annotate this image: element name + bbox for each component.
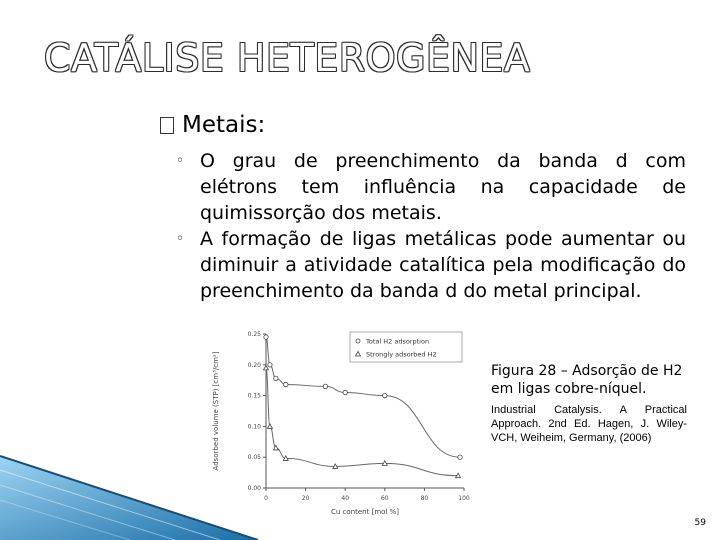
y-tick-label: 0.05 bbox=[247, 454, 261, 462]
total-h2-point bbox=[323, 384, 327, 388]
total-h2-point bbox=[268, 363, 272, 367]
y-tick-label: 0.25 bbox=[247, 331, 261, 338]
total-h2-point bbox=[284, 382, 288, 386]
bullet-text: A formação de ligas metálicas pode aumentar ou diminuir a atividade catalítica pela modificação do preenchimento da banda d do metal principal. bbox=[200, 228, 686, 302]
total-h2-point bbox=[343, 390, 347, 394]
y-tick-label: 0.15 bbox=[247, 392, 261, 400]
total-h2-point bbox=[458, 455, 462, 459]
y-tick-label: 0.00 bbox=[247, 485, 261, 492]
ring-bullet-icon: ◦ bbox=[176, 153, 185, 169]
page-number: 59 bbox=[694, 518, 706, 528]
adsorption-figure bbox=[206, 322, 478, 518]
legend-label: Strongly adsorbed H2 bbox=[366, 350, 437, 359]
total-h2-point bbox=[264, 335, 268, 339]
x-tick-label: 60 bbox=[380, 495, 389, 502]
x-tick-label: 0 bbox=[264, 495, 268, 502]
x-tick-label: 20 bbox=[301, 495, 310, 502]
section-label: Metais: bbox=[182, 112, 266, 138]
x-axis-label: Cu content [mol %] bbox=[331, 508, 399, 516]
y-axis-label: Adsorbed volume (STP) [cm³/cm²] bbox=[212, 351, 220, 471]
y-tick-label: 0.20 bbox=[247, 361, 261, 369]
bullet-text: O grau de preenchimento da banda d com elétrons tem influência na capacidade de quimissorção dos metais. bbox=[200, 150, 686, 224]
checkbox-bullet-icon bbox=[160, 117, 174, 134]
legend-label: Total H2 adsorption bbox=[366, 337, 430, 346]
total-h2-point bbox=[274, 376, 278, 380]
figure-reference: Industrial Catalysis. A Practical Approach. 2nd Ed. Hagen, J. Wiley-VCH, Weiheim, Germany, (2006) bbox=[491, 404, 687, 444]
strong-h2-point bbox=[273, 445, 278, 450]
adsorption-chart bbox=[206, 322, 478, 518]
bullet-item bbox=[172, 148, 686, 226]
bullet-item bbox=[172, 226, 686, 304]
slide-title: CATÁLISE HETEROGÊNEA bbox=[44, 36, 531, 80]
y-tick-label: 0.10 bbox=[247, 423, 261, 431]
ring-bullet-icon: ◦ bbox=[176, 231, 185, 247]
legend-marker-total bbox=[356, 339, 360, 343]
x-tick-label: 40 bbox=[341, 495, 350, 502]
strong-h2-line bbox=[266, 368, 458, 476]
total-h2-point bbox=[383, 393, 387, 397]
x-tick-label: 80 bbox=[420, 495, 429, 502]
section-heading bbox=[160, 112, 265, 138]
bullet-list bbox=[172, 148, 686, 304]
figure-caption: Figura 28 – Adsorção de H2 em ligas cobre-níquel. bbox=[491, 363, 683, 397]
x-tick-label: 100 bbox=[458, 495, 470, 502]
strong-h2-point bbox=[267, 424, 272, 429]
